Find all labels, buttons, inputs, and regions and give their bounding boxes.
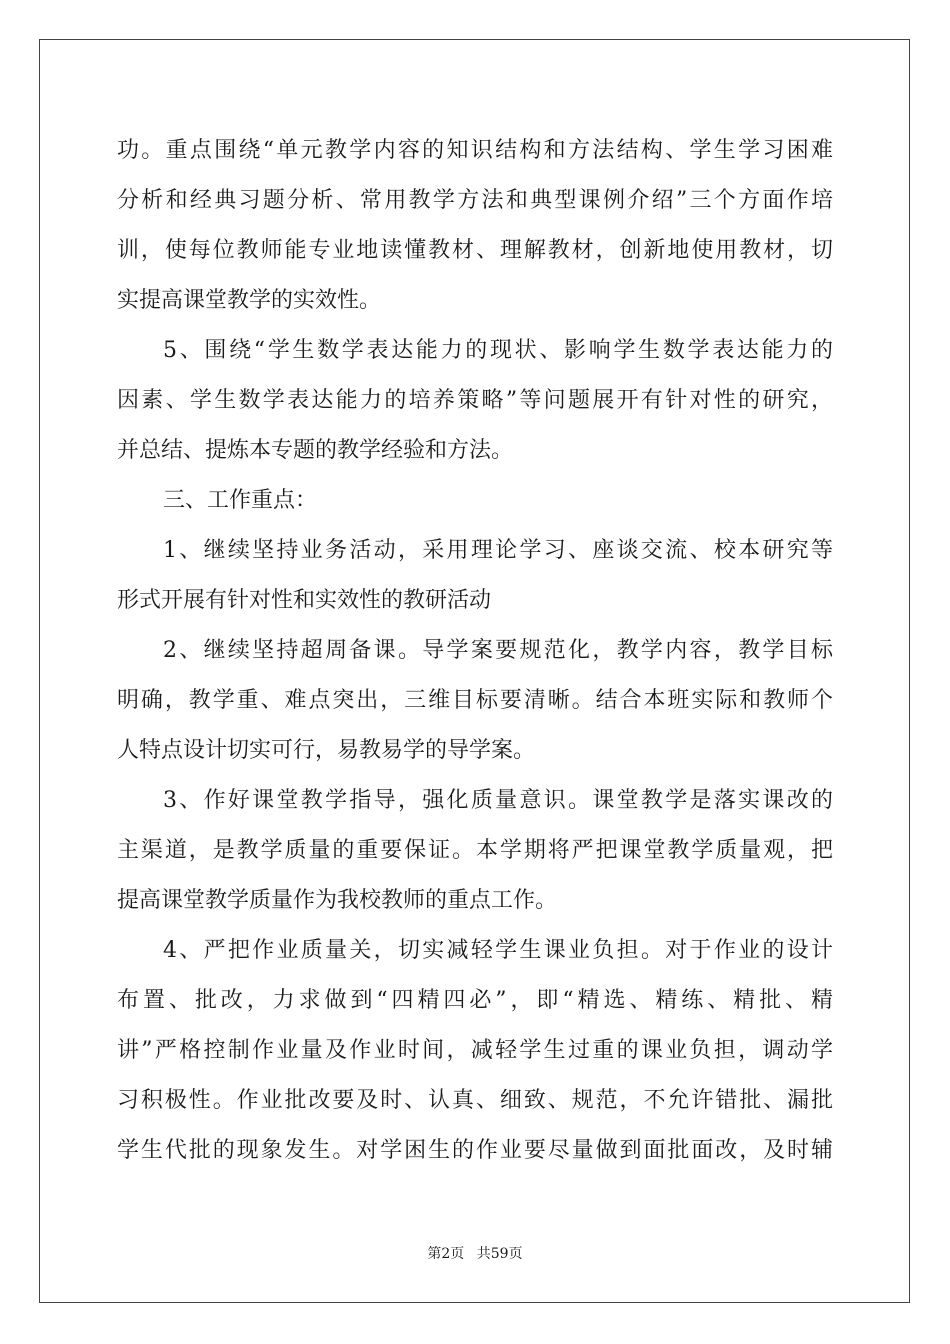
text-line: 布置、批改，力求做到“四精四必”，即“精选、精练、精批、精 (117, 988, 833, 1013)
text-line: 形式开展有针对性和实效性的教研活动 (117, 588, 492, 613)
text-line: 三、工作重点： (163, 488, 318, 513)
text-line: 5、围绕“学生数学表达能力的现状、影响学生数学表达能力的 (163, 338, 833, 363)
text-line: 习积极性。作业批改要及时、认真、细致、规范，不允许错批、漏批 (117, 1088, 833, 1113)
text-line: 人特点设计切实可行，易教易学的导学案。 (117, 738, 536, 763)
text-line: 分析和经典习题分析、常用教学方法和典型课例介绍”三个方面作培 (117, 188, 833, 213)
page-footer (0, 1243, 950, 1263)
text-line: 1、继续坚持业务活动，采用理论学习、座谈交流、校本研究等 (163, 538, 833, 563)
text-line: 并总结、提炼本专题的教学经验和方法。 (117, 438, 514, 463)
text-line: 2、继续坚持超周备课。导学案要规范化，教学内容，教学目标 (163, 638, 833, 663)
text-line: 明确，教学重、难点突出，三维目标要清晰。结合本班实际和教师个 (117, 688, 833, 713)
page-total: 共59页 (476, 1246, 523, 1262)
text-line: 3、作好课堂教学指导，强化质量意识。课堂教学是落实课改的 (163, 788, 833, 813)
document-body (117, 126, 833, 1176)
text-line: 提高课堂教学质量作为我校教师的重点工作。 (117, 888, 558, 913)
text-line: 因素、学生数学表达能力的培养策略”等问题展开有针对性的研究， (117, 388, 833, 413)
text-line: 主渠道，是教学质量的重要保证。本学期将严把课堂教学质量观，把 (117, 838, 833, 863)
text-line: 功。重点围绕“单元教学内容的知识结构和方法结构、学生学习困难 (117, 138, 833, 163)
text-line: 学生代批的现象发生。对学困生的作业要尽量做到面批面改，及时辅 (117, 1138, 833, 1163)
text-line: 4、严把作业质量关，切实减轻学生课业负担。对于作业的设计 (163, 938, 833, 963)
text-line: 实提高课堂教学的实效性。 (117, 288, 382, 313)
page-number: 第2页 (427, 1246, 465, 1262)
text-line: 讲”严格控制作业量及作业时间，减轻学生过重的课业负担，调动学 (117, 1038, 833, 1063)
text-line: 训，使每位教师能专业地读懂教材、理解教材，创新地使用教材，切 (117, 238, 833, 263)
